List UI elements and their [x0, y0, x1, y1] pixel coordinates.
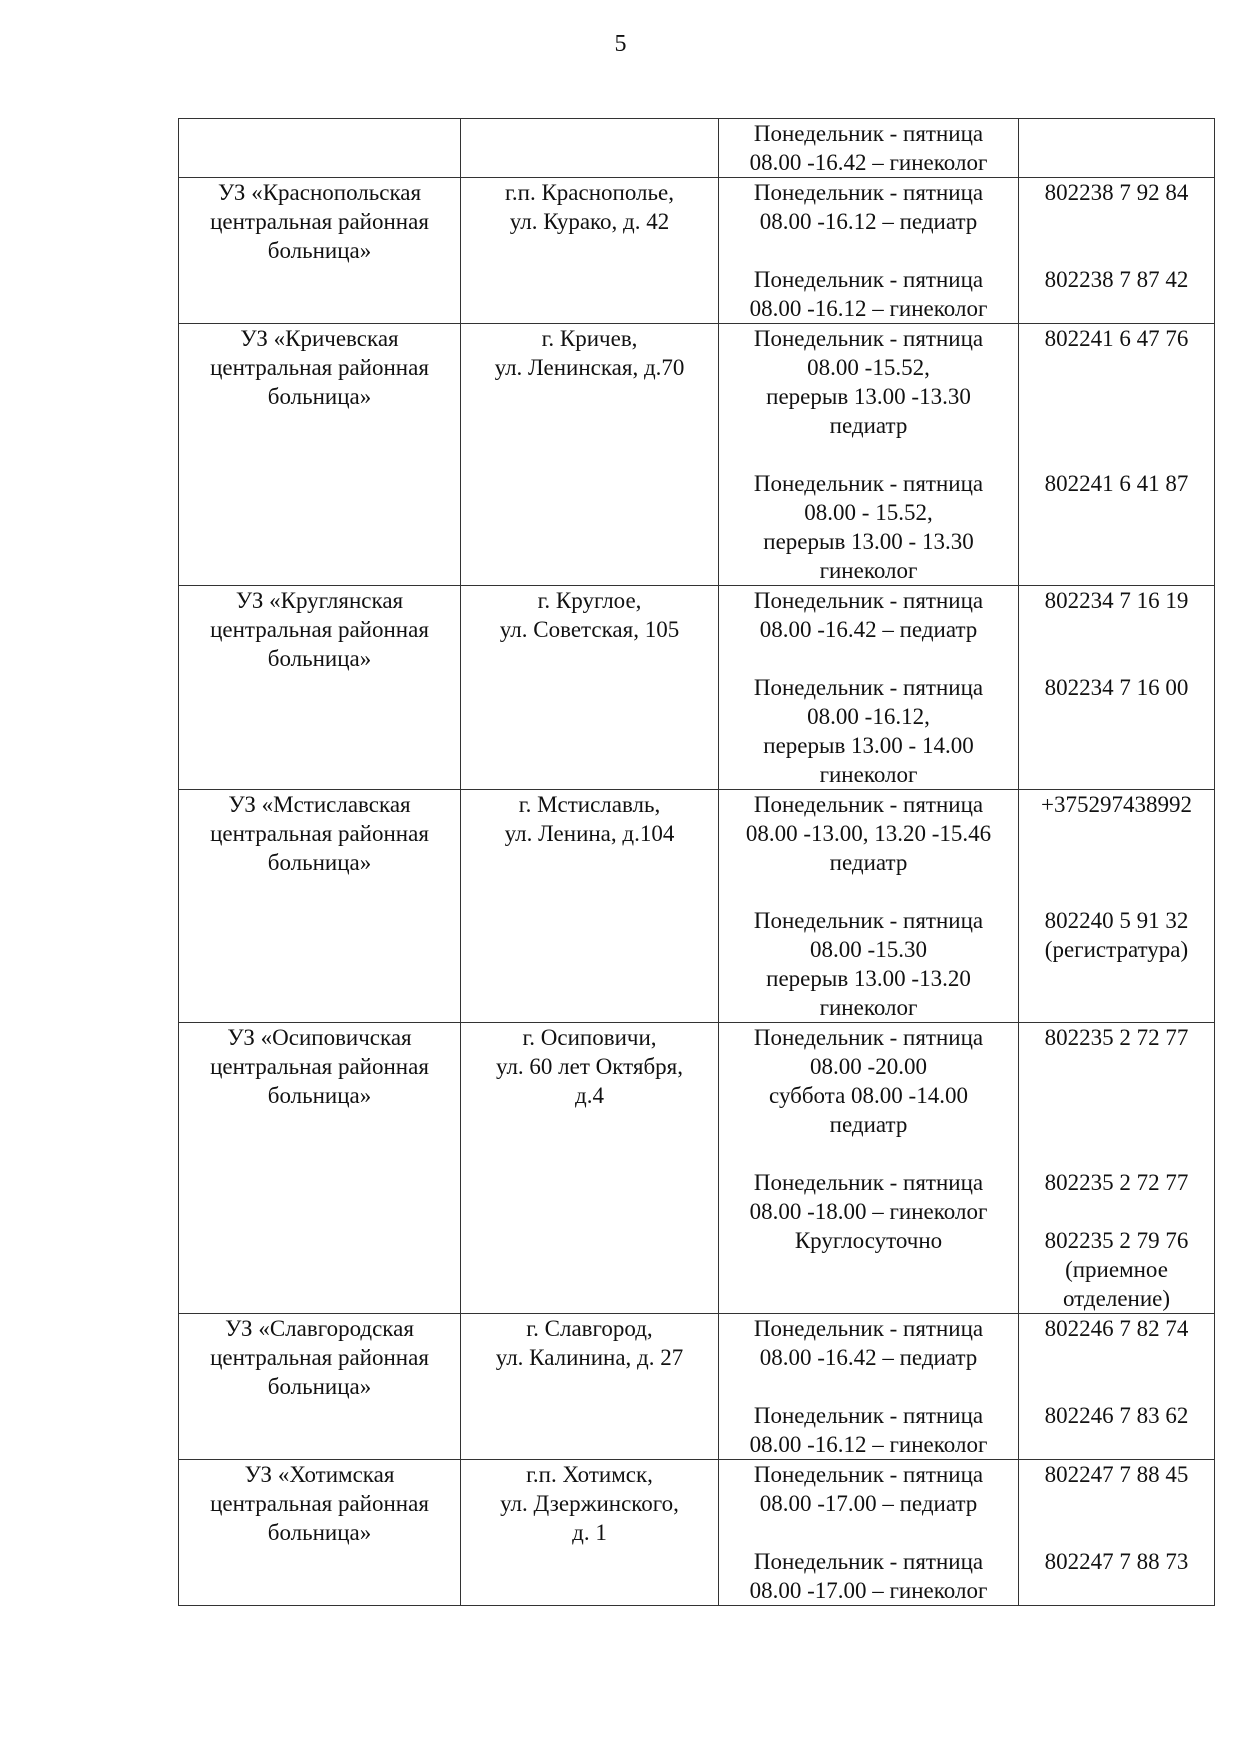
- schedule-cell: [719, 1314, 1019, 1460]
- address-cell: [461, 178, 719, 324]
- schedule-cell-entry: Понедельник - пятница 08.00 -18.00 – гинеколог Круглосуточно: [749, 1170, 988, 1253]
- table-row: [179, 586, 1215, 790]
- schedule-cell: [719, 586, 1019, 790]
- institution-cell: [179, 1460, 461, 1606]
- institution-cell: [179, 1023, 461, 1314]
- schedule-cell-entry: Понедельник - пятница 08.00 -20.00 суббота 08.00 -14.00 педиатр: [753, 1025, 984, 1137]
- schedule-cell-entry: Понедельник - пятница 08.00 -16.42 – педиатр: [753, 588, 984, 642]
- table-row: [179, 790, 1215, 1023]
- institution-cell: [179, 119, 461, 178]
- schedule-cell-entry: Понедельник - пятница 08.00 -17.00 – гинеколог: [749, 1549, 988, 1603]
- address-cell: [461, 790, 719, 1023]
- phone-cell-entry: 802246 7 82 74: [1044, 1316, 1189, 1341]
- institution-cell: [179, 178, 461, 324]
- phone-cell-entry: +375297438992: [1041, 792, 1192, 817]
- phone-cell-entry: 802241 6 41 87: [1044, 471, 1189, 496]
- clinic-schedule-table: [178, 118, 1215, 1606]
- institution-cell: [179, 586, 461, 790]
- phone-cell: [1019, 790, 1215, 1023]
- institution-cell-text: УЗ «Хотимская центральная районная больница»: [210, 1462, 429, 1545]
- schedule-cell-entry: Понедельник - пятница 08.00 -16.12, перерыв 13.00 - 14.00 гинеколог: [753, 675, 984, 787]
- address-cell: [461, 586, 719, 790]
- address-cell: [461, 1314, 719, 1460]
- schedule-cell: [719, 1023, 1019, 1314]
- schedule-cell-entry: Понедельник - пятница 08.00 -15.52, перерыв 13.00 -13.30 педиатр: [753, 326, 984, 438]
- address-cell-text: г.п. Хотимск, ул. Дзержинского, д. 1: [500, 1462, 679, 1545]
- phone-cell: [1019, 178, 1215, 324]
- address-cell-text: г. Круглое, ул. Советская, 105: [499, 588, 680, 642]
- phone-cell-entry: 802238 7 87 42: [1044, 267, 1189, 292]
- address-cell-text: г. Кричев, ул. Ленинская, д.70: [494, 326, 685, 380]
- phone-cell-entry: 802247 7 88 45: [1044, 1462, 1189, 1487]
- schedule-cell: [719, 178, 1019, 324]
- table-row: [179, 324, 1215, 586]
- address-cell-text: г. Осиповичи, ул. 60 лет Октября, д.4: [495, 1025, 684, 1108]
- phone-cell-entry: 802234 7 16 00: [1044, 675, 1189, 700]
- table-row: [179, 1460, 1215, 1606]
- schedule-cell: [719, 790, 1019, 1023]
- schedule-cell: [719, 119, 1019, 178]
- schedule-cell-entry: Понедельник - пятница 08.00 -17.00 – педиатр: [753, 1462, 984, 1516]
- schedule-cell-entry: Понедельник - пятница 08.00 -13.00, 13.20 -15.46 педиатр: [745, 792, 992, 875]
- phone-cell: [1019, 586, 1215, 790]
- address-cell: [461, 324, 719, 586]
- phone-cell-entry: 802247 7 88 73: [1044, 1549, 1189, 1574]
- phone-cell-entry: 802235 2 72 77 802235 2 79 76 (приемное отделение): [1044, 1170, 1189, 1311]
- institution-cell-text: УЗ «Мстиславская центральная районная больница»: [210, 792, 429, 875]
- table-row: [179, 1023, 1215, 1314]
- phone-cell-entry: 802240 5 91 32 (регистратура): [1044, 908, 1189, 962]
- phone-cell: [1019, 1460, 1215, 1606]
- institution-cell: [179, 790, 461, 1023]
- institution-cell: [179, 324, 461, 586]
- institution-cell-text: УЗ «Осиповичская центральная районная больница»: [210, 1025, 429, 1108]
- address-cell: [461, 1460, 719, 1606]
- institution-cell-text: УЗ «Краснопольская центральная районная больница»: [210, 180, 429, 263]
- schedule-cell: [719, 1460, 1019, 1606]
- schedule-cell-entry: Понедельник - пятница 08.00 -16.12 – гинеколог: [749, 267, 988, 321]
- phone-cell-entry: 802234 7 16 19: [1044, 588, 1189, 613]
- table-body: [179, 119, 1215, 1606]
- institution-cell-text: УЗ «Круглянская центральная районная больница»: [210, 588, 429, 671]
- schedule-cell-entry: Понедельник - пятница 08.00 - 15.52, перерыв 13.00 - 13.30 гинеколог: [753, 471, 984, 583]
- phone-cell: [1019, 1023, 1215, 1314]
- phone-cell-entry: 802241 6 47 76: [1044, 326, 1189, 351]
- page-number: 5: [614, 31, 627, 57]
- phone-cell: [1019, 1314, 1215, 1460]
- phone-cell-entry: 802238 7 92 84: [1044, 180, 1189, 205]
- schedule-cell-entry: Понедельник - пятница 08.00 -16.42 – гинеколог: [749, 121, 988, 175]
- schedule-cell-entry: Понедельник - пятница 08.00 -16.12 – гинеколог: [749, 1403, 988, 1457]
- address-cell-text: г. Мстиславль, ул. Ленина, д.104: [504, 792, 675, 846]
- address-cell-text: г.п. Краснополье, ул. Курако, д. 42: [505, 180, 674, 234]
- schedule-cell: [719, 324, 1019, 586]
- schedule-cell-entry: Понедельник - пятница 08.00 -15.30 перерыв 13.00 -13.20 гинеколог: [753, 908, 984, 1020]
- phone-cell: [1019, 119, 1215, 178]
- institution-cell-text: УЗ «Славгородская центральная районная больница»: [210, 1316, 429, 1399]
- institution-cell-text: УЗ «Кричевская центральная районная больница»: [210, 326, 429, 409]
- phone-cell-entry: 802246 7 83 62: [1044, 1403, 1189, 1428]
- address-cell: [461, 1023, 719, 1314]
- address-cell-text: г. Славгород, ул. Калинина, д. 27: [495, 1316, 684, 1370]
- address-cell: [461, 119, 719, 178]
- table-row: [179, 178, 1215, 324]
- schedule-cell-entry: Понедельник - пятница 08.00 -16.12 – педиатр: [753, 180, 984, 234]
- institution-cell: [179, 1314, 461, 1460]
- phone-cell-entry: 802235 2 72 77: [1044, 1025, 1189, 1050]
- table-row: [179, 119, 1215, 178]
- schedule-cell-entry: Понедельник - пятница 08.00 -16.42 – педиатр: [753, 1316, 984, 1370]
- phone-cell: [1019, 324, 1215, 586]
- table-row: [179, 1314, 1215, 1460]
